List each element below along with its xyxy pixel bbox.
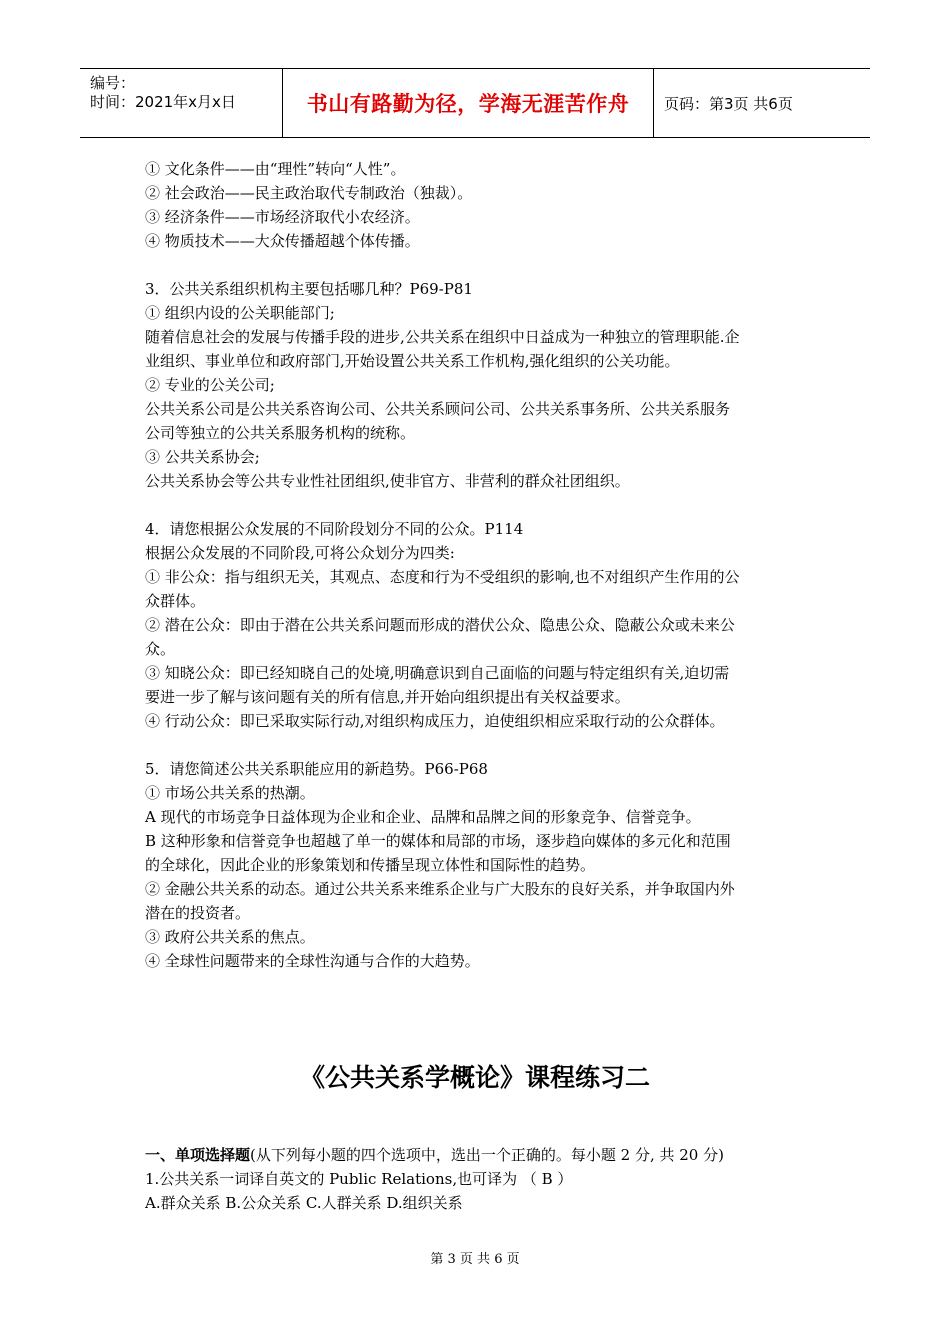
body-line: 众群体。 bbox=[145, 592, 206, 610]
section-heading-rest: (从下列每小题的四个选项中，选出一个正确的。每小题 2 分, 共 20 分) bbox=[250, 1146, 724, 1164]
body-line: 随着信息社会的发展与传播手段的进步,公共关系在组织中日益成为一种独立的管理职能.企 bbox=[145, 328, 740, 346]
body-line: ③ 知晓公众：即已经知晓自己的处境,明确意识到自己面临的问题与特定组织有关,迫切需 bbox=[145, 664, 730, 682]
body-line: ④ 行动公众：即已采取实际行动,对组织构成压力，迫使组织相应采取行动的公众群体。 bbox=[145, 712, 725, 730]
body-line: 众。 bbox=[145, 640, 176, 658]
body-line: 潜在的投资者。 bbox=[145, 904, 251, 922]
question-1: 1.公共关系一词译自英文的 Public Relations,也可译为 （ B ） bbox=[145, 1170, 573, 1188]
body-line: ① 组织内设的公关职能部门; bbox=[145, 304, 335, 322]
header-page-code: 页码：第3页 共6页 bbox=[664, 95, 793, 113]
body-line: ② 专业的公关公司; bbox=[145, 376, 275, 394]
body-line: A 现代的市场竞争日益体现为企业和企业、品牌和品牌之间的形象竞争、信誉竞争。 bbox=[145, 808, 701, 826]
document-time-label: 时间：2021年x月x日 bbox=[90, 93, 236, 111]
body-line: ④ 物质技术——大众传播超越个体传播。 bbox=[145, 232, 420, 250]
exercise-section bbox=[145, 1143, 815, 1215]
body-line: 的全球化，因此企业的形象策划和传播呈现立体性和国际性的趋势。 bbox=[145, 856, 596, 874]
header-motto-cell bbox=[282, 69, 654, 137]
section-heading bbox=[145, 1143, 815, 1167]
body-line: 要进一步了解与该问题有关的所有信息,并开始向组织提出有关权益要求。 bbox=[145, 688, 630, 706]
body-line: 根据公众发展的不同阶段,可将公众划分为四类: bbox=[145, 544, 455, 562]
header-motto: 书山有路勤为径，学海无涯苦作舟 bbox=[306, 92, 630, 116]
body-line: 公共关系公司是公共关系咨询公司、公共关系顾问公司、公共关系事务所、公共关系服务 bbox=[145, 400, 731, 418]
body-line: ② 社会政治——民主政治取代专制政治（独裁）。 bbox=[145, 184, 473, 202]
page-header bbox=[80, 68, 870, 138]
document-number-label: 编号： bbox=[90, 74, 136, 92]
body-line: ④ 全球性问题带来的全球性沟通与合作的大趋势。 bbox=[145, 952, 480, 970]
body-line: ① 非公众：指与组织无关，其观点、态度和行为不受组织的影响,也不对组织产生作用的公 bbox=[145, 568, 740, 586]
body-line: 公共关系协会等公共专业性社团组织,使非官方、非营利的群众社团组织。 bbox=[145, 472, 630, 490]
body-line: ③ 政府公共关系的焦点。 bbox=[145, 928, 315, 946]
blank-line bbox=[145, 253, 815, 277]
blank-line bbox=[145, 493, 815, 517]
course-title: 《公共关系学概论》课程练习二 bbox=[299, 1063, 650, 1092]
body-line: ① 市场公共关系的热潮。 bbox=[145, 784, 315, 802]
body-line: 公司等独立的公共关系服务机构的统称。 bbox=[145, 424, 416, 442]
header-meta bbox=[80, 69, 282, 137]
body-line: ③ 经济条件——市场经济取代小农经济。 bbox=[145, 208, 420, 226]
body-line: ③ 公共关系协会; bbox=[145, 448, 260, 466]
document-body bbox=[145, 157, 815, 973]
body-line: 5．请您简述公共关系职能应用的新趋势。P66-P68 bbox=[145, 760, 488, 778]
body-line: 3．公共关系组织机构主要包括哪几种？P69-P81 bbox=[145, 280, 473, 298]
body-line: 4．请您根据公众发展的不同阶段划分不同的公众。P114 bbox=[145, 520, 524, 538]
body-line: ② 金融公共关系的动态。通过公共关系来维系企业与广大股东的良好关系，并争取国内外 bbox=[145, 880, 735, 898]
body-line: 业组织、事业单位和政府部门,开始设置公共关系工作机构,强化组织的公关功能。 bbox=[145, 352, 680, 370]
section-heading-bold: 一、单项选择题 bbox=[145, 1146, 251, 1164]
body-line: ② 潜在公众：即由于潜在公共关系问题而形成的潜伏公众、隐患公众、隐蔽公众或未来公 bbox=[145, 616, 735, 634]
body-line: ① 文化条件——由“理性”转向“人性”。 bbox=[145, 160, 406, 178]
body-line: B 这种形象和信誉竞争也超越了单一的媒体和局部的市场，逐步趋向媒体的多元化和范围 bbox=[145, 832, 731, 850]
blank-line bbox=[145, 733, 815, 757]
question-1-options: A.群众关系 B.公众关系 C.人群关系 D.组织关系 bbox=[145, 1194, 463, 1212]
page-footer: 第 3 页 共 6 页 bbox=[430, 1252, 520, 1267]
